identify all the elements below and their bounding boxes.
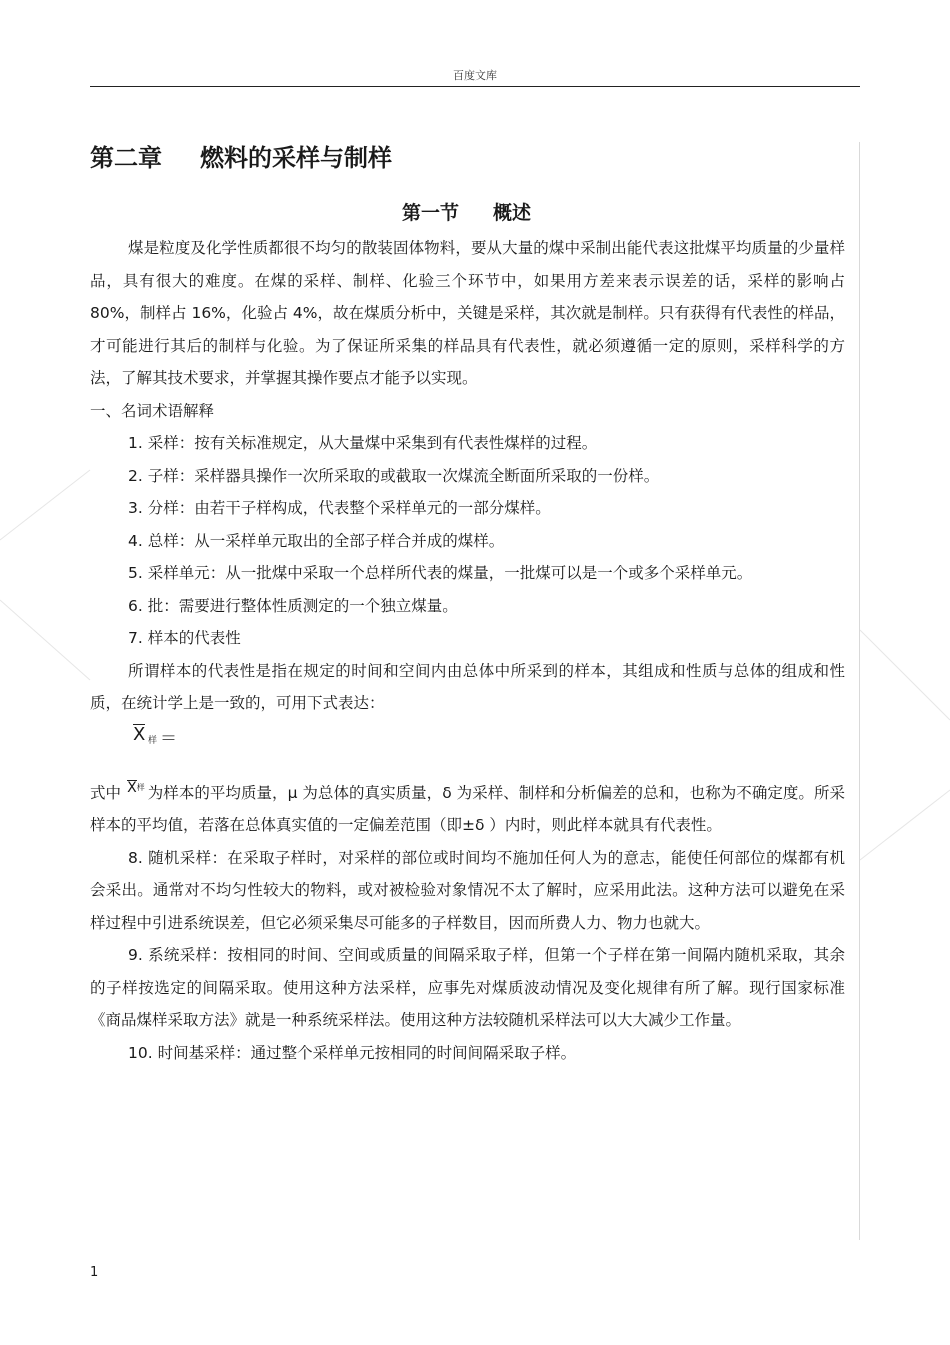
term-item: 2. 子样：采样器具操作一次所采取的或截取一次煤流全断面所采取的一份样。: [128, 466, 660, 485]
time-based-sampling-paragraph: 10. 时间基采样：通过整个采样单元按相同的时间间隔采取子样。: [128, 1043, 577, 1062]
formula-symbol: X: [133, 723, 146, 745]
document-body: [90, 140, 845, 1069]
decorative-diagonal-right-1: [860, 630, 950, 720]
decorative-diagonal-right-2: [860, 790, 950, 860]
terms-heading: 一、名词术语解释: [90, 401, 215, 420]
inline-symbol: X: [127, 779, 137, 796]
term-item: 4. 总样：从一采样单元取出的全部子样合并成的煤样。: [128, 531, 505, 550]
formula-subscript: 样: [148, 735, 158, 746]
right-margin-line: [859, 142, 860, 1240]
decorative-diagonal-left-2: [0, 600, 90, 680]
section-title: [90, 198, 845, 232]
random-sampling-paragraph: 8. 随机采样：在采取子样时，对采样的部位或时间均不施加任何人为的意志，能使任何部位的煤都有机会采出。通常对不均匀性较大的物料，或对被检验对象情况不太了解时，应采用此法。这种方法可以避免在采样过程中引进系统误差，但它必须采集尽可能多的子样数目，因而所费人力、物力也就大。: [90, 848, 845, 932]
term-item: 7. 样本的代表性: [128, 629, 241, 647]
inline-subscript: 样: [136, 782, 145, 792]
formula-explanation-text: 为样本的平均质量，μ 为总体的真实质量，δ 为采样、制样和分析偏差的总和，也称为不确定度。所采样本的平均值，若落在总体真实值的一定偏差范围（即±δ ）内时，则此样本就具有代表性。: [90, 783, 845, 834]
chapter-number: 第二章: [90, 144, 162, 172]
header-divider: [90, 86, 860, 87]
formula-explanation-prefix: 式中: [90, 783, 122, 802]
formula-equals: ＝: [160, 728, 177, 749]
decorative-diagonal-left-1: [0, 470, 90, 540]
term-item: 3. 分样：由若干子样构成，代表整个采样单元的一部分煤样。: [128, 499, 551, 517]
formula-explanation: [90, 772, 845, 842]
page-header: 百度文库: [453, 69, 497, 82]
systematic-sampling-paragraph: 9. 系统采样：按相同的时间、空间或质量的间隔采取子样，但第一个子样在第一间隔内随机采取，其余的子样按选定的间隔采取。使用这种方法采样，应事先对煤质波动情况及变化规律有所了解。现行国家标准《商品煤样采取方法》就是一种系统采样法。使用这种方法较随机采样法可以大大减少工作量。: [90, 946, 845, 1029]
page-number: 1: [90, 1265, 99, 1280]
intro-paragraph: 煤是粒度及化学性质都很不均匀的散装固体物料，要从大量的煤中采制出能代表这批煤平均质量的少量样品，具有很大的难度。在煤的采样、制样、化验三个环节中，如果用方差来表示误差的话，采样的影响占 80%，制样占 16%，化验占 4%，故在煤质分析中，关键是采样，其次就是制样。只有获得有代表性的样品，才可能进行其后的制样与化验。为了保证所采集的样品具有代表性，就必须遵循一定的原则，采样科学的方法，了解其技术要求，并掌握其操作要点才能予以实现。: [90, 239, 845, 387]
formula: [90, 720, 845, 772]
term-item: 6. 批：需要进行整体性质测定的一个独立煤量。: [128, 596, 458, 615]
section-name: 概述: [493, 202, 532, 224]
chapter-title: [90, 140, 845, 184]
chapter-name: 燃料的采样与制样: [200, 144, 392, 172]
section-number: 第一节: [402, 202, 460, 224]
term-item: 1. 采样：按有关标准规定，从大量煤中采集到有代表性煤样的过程。: [128, 434, 598, 452]
term-item: 5. 采样单元：从一批煤中采取一个总样所代表的煤量，一批煤可以是一个或多个采样单元。: [128, 564, 753, 582]
representativeness-paragraph: 所谓样本的代表性是指在规定的时间和空间内由总体中所采到的样本，其组成和性质与总体的组成和性质，在统计学上是一致的，可用下式表达：: [90, 661, 845, 712]
